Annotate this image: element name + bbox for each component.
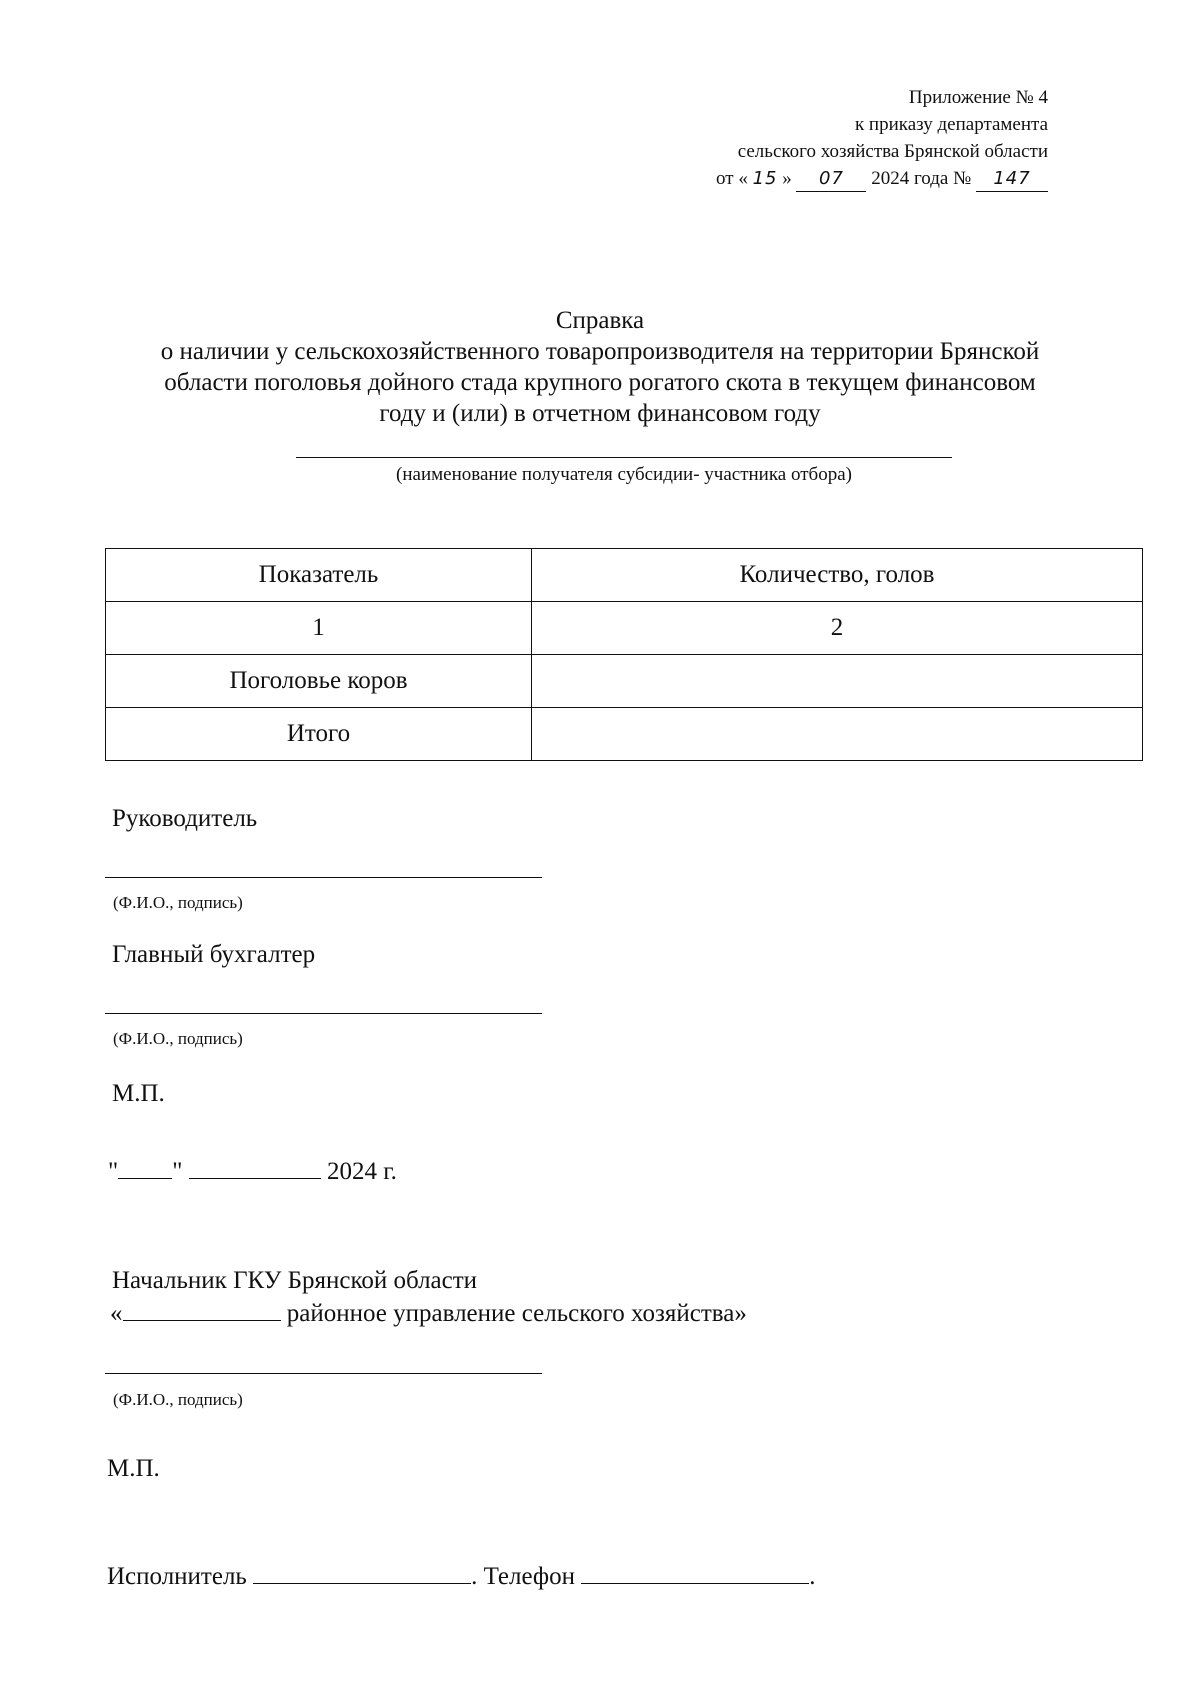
title-line-3: году и (или) в отчетном финансовом году: [379, 400, 821, 427]
title-heading: Справка: [555, 307, 645, 334]
order-reference: к приказу департамента: [854, 114, 1048, 135]
chief-line-2-rest: районное управление сельского хозяйства»: [286, 1300, 747, 1327]
stamp-place-1: М.П.: [112, 1080, 165, 1107]
date-close-quote: ": [172, 1158, 183, 1185]
chief-fio-caption: (Ф.И.О., подпись): [113, 1390, 243, 1409]
date-day-blank[interactable]: [118, 1158, 172, 1179]
date-month-blank[interactable]: [189, 1158, 321, 1179]
phone-label: . Телефон: [471, 1563, 575, 1590]
head-fio-caption: (Ф.И.О., подпись): [113, 893, 243, 912]
column-number-2: 2: [532, 602, 1143, 655]
accountant-signature-line[interactable]: [105, 1013, 542, 1014]
order-month: 07: [796, 169, 866, 192]
row-label-cows: Поголовье коров: [106, 655, 532, 708]
table-row: [106, 708, 1143, 761]
head-label: Руководитель: [112, 805, 258, 832]
chief-line-2: [110, 1300, 747, 1328]
accountant-fio-caption: (Ф.И.О., подпись): [113, 1029, 243, 1048]
table-row: [106, 655, 1143, 708]
order-number: 147: [976, 169, 1048, 192]
document-title: [100, 305, 1100, 429]
accountant-label: Главный бухгалтер: [112, 941, 316, 968]
livestock-table: [105, 548, 1143, 761]
appendix-number: Приложение № 4: [908, 87, 1048, 108]
row-label-total: Итого: [106, 708, 532, 761]
executor-line: [107, 1563, 815, 1591]
title-line-1: о наличии у сельскохозяйственного товаропроизводителя на территории Брянской: [160, 338, 1040, 365]
title-line-2: области поголовья дойного стада крупного рогатого скота в текущем финансовом: [164, 369, 1036, 396]
stamp-place-2: М.П.: [107, 1455, 160, 1482]
chief-open-quote: «: [110, 1300, 123, 1327]
date-year: 2024 г.: [326, 1158, 397, 1185]
date-open-quote: ": [108, 1158, 119, 1185]
appendix-header: [716, 84, 1048, 192]
recipient-caption: (наименование получателя субсидии- участника отбора): [396, 464, 852, 485]
column-number-1: 1: [106, 602, 532, 655]
district-name-blank[interactable]: [123, 1300, 281, 1321]
order-year-text: 2024 года №: [871, 168, 972, 189]
executor-blank[interactable]: [253, 1563, 471, 1584]
chief-line-1: Начальник ГКУ Брянской области: [112, 1267, 478, 1294]
order-date-line: [716, 165, 1048, 192]
date-mid-quote: »: [782, 168, 792, 189]
end-dot: .: [809, 1563, 816, 1590]
executor-label: Исполнитель: [107, 1563, 247, 1590]
phone-blank[interactable]: [581, 1563, 809, 1584]
department-name: сельского хозяйства Брянской области: [737, 141, 1048, 162]
chief-signature-line[interactable]: [105, 1373, 542, 1374]
table-header-row: [106, 549, 1143, 602]
row-value-total[interactable]: [532, 708, 1143, 761]
date-prefix: от «: [716, 168, 748, 189]
head-signature-line[interactable]: [105, 877, 542, 878]
header-indicator: Показатель: [106, 549, 532, 602]
signing-date-line: [108, 1158, 397, 1186]
row-value-cows[interactable]: [532, 655, 1143, 708]
order-day: 15: [752, 168, 778, 189]
recipient-name-line[interactable]: [296, 457, 952, 458]
table-number-row: [106, 602, 1143, 655]
header-quantity: Количество, голов: [532, 549, 1143, 602]
